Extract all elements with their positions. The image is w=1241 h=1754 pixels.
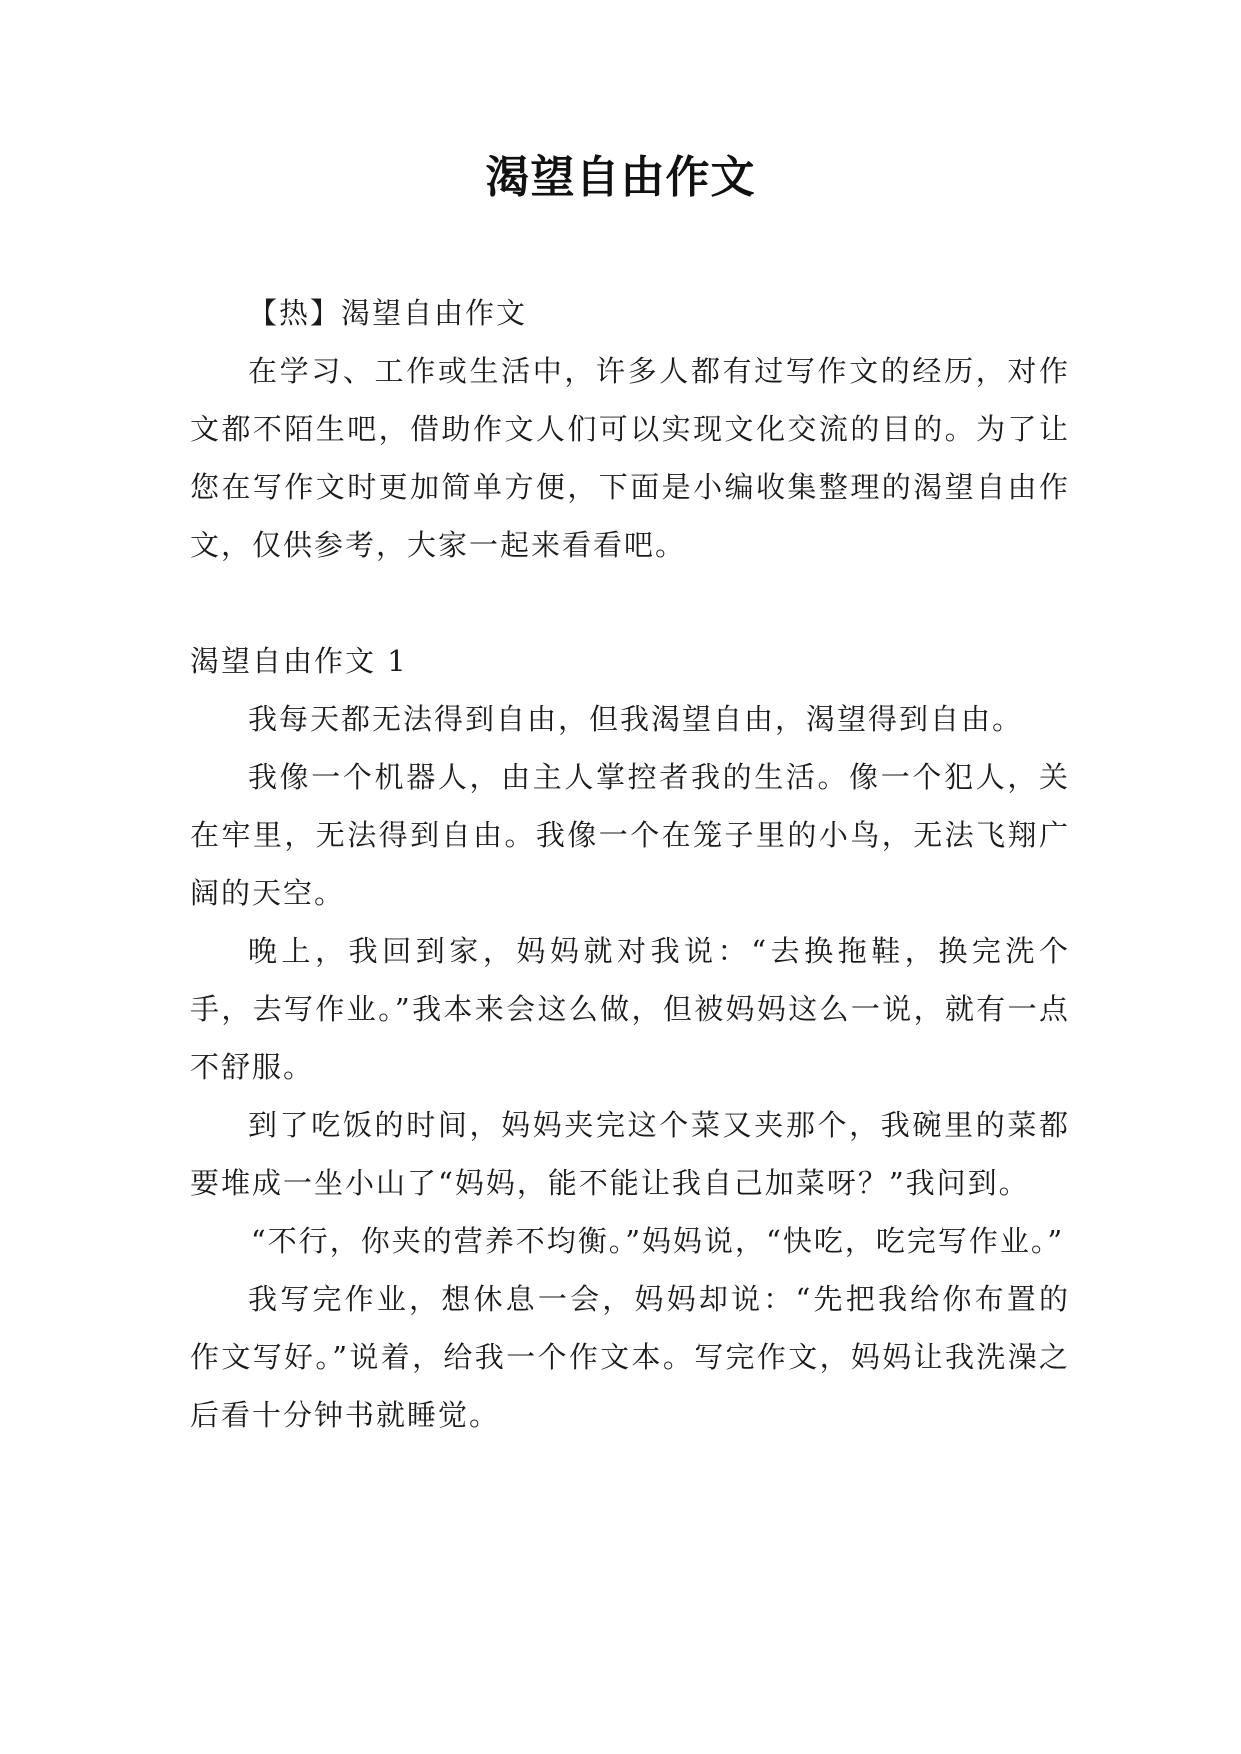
section-heading: 渴望自由作文 1 [190, 644, 408, 678]
document-title: 渴望自由作文 [485, 152, 756, 203]
body-paragraph: “不行，你夹的营养不均衡。”妈妈说，“快吃，吃完写作业。” [250, 1224, 1065, 1258]
body-paragraph: 我每天都无法得到自由，但我渴望自由，渴望得到自由。 [248, 702, 1024, 736]
body-paragraph: 晚上，我回到家，妈妈就对我说：“去换拖鞋，换完洗个手，去写作业。”我本来会这么做，但被妈妈这么一说，就有一点不舒服。 [190, 934, 1070, 1084]
section-spacer [190, 574, 1070, 632]
subtitle: 【热】渴望自由作文 [248, 296, 528, 330]
intro-paragraph: 在学习、工作或生活中，许多人都有过写作文的经历，对作文都不陌生吧，借助作文人们可以实现文化交流的目的。为了让您在写作文时更加简单方便，下面是小编收集整理的渴望自由作文，仅供参考，大家一起来看看吧。 [190, 354, 1070, 562]
body-paragraph: 我像一个机器人，由主人掌控者我的生活。像一个犯人，关在牢里，无法得到自由。我像一个在笼子里的小鸟，无法飞翔广阔的天空。 [190, 760, 1070, 910]
body-paragraph: 到了吃饭的时间，妈妈夹完这个菜又夹那个，我碗里的菜都要堆成一坐小山了“妈妈，能不能让我自己加菜呀？”我问到。 [190, 1108, 1070, 1200]
body-paragraph: 我写完作业，想休息一会，妈妈却说：“先把我给你布置的作文写好。”说着，给我一个作文本。写完作文，妈妈让我洗澡之后看十分钟书就睡觉。 [190, 1282, 1070, 1432]
document-body [190, 284, 1070, 1444]
